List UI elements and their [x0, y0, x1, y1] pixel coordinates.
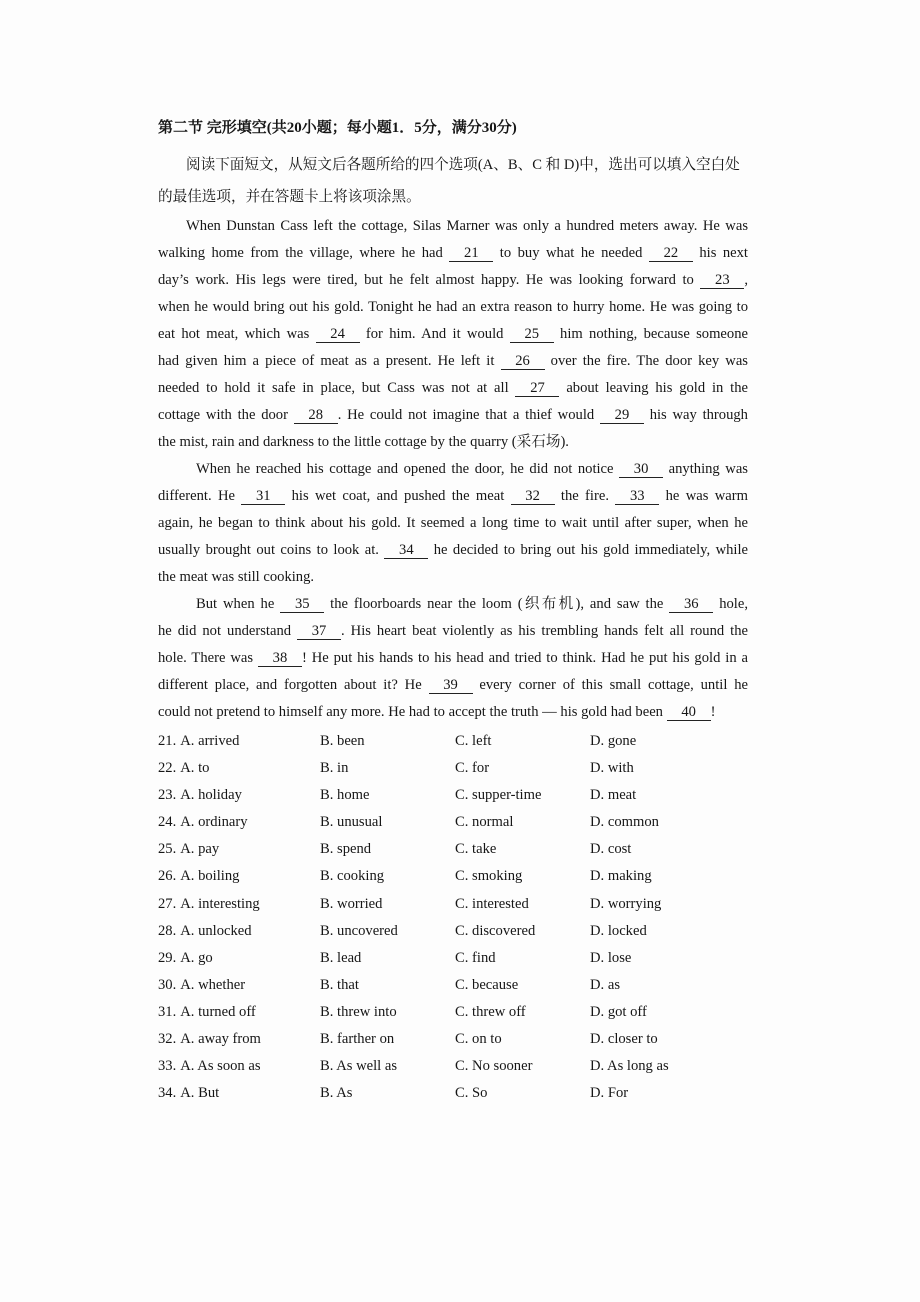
- option-cell: [320, 755, 455, 782]
- answer-blank: 34: [384, 543, 428, 559]
- option-row: [158, 999, 758, 1026]
- text-segment: ,: [744, 272, 748, 288]
- option-cell: [320, 945, 455, 972]
- option-cell: [158, 836, 320, 863]
- text-segment: over the fire. The door key was: [544, 353, 748, 369]
- text-line: [158, 456, 748, 483]
- option-cell: [158, 728, 320, 755]
- text-segment: he was warm: [659, 488, 748, 504]
- passage-paragraph: [158, 213, 748, 456]
- text-segment: his next: [692, 245, 748, 261]
- option-choice: B. unusual: [320, 814, 383, 831]
- option-cell: [590, 755, 758, 782]
- answer-blank: 39: [429, 678, 473, 694]
- text-line: [158, 510, 748, 537]
- option-choice: D. as: [590, 976, 620, 993]
- passage: [158, 213, 748, 726]
- option-choice: D. closer to: [590, 1031, 658, 1048]
- text-segment: every corner of this small cottage, until he: [472, 677, 748, 693]
- option-choice: D. meat: [590, 787, 637, 804]
- text-segment: could not pretend to himself any more. He had to accept the truth — his gold had been: [158, 704, 667, 720]
- answer-blank: 40: [667, 705, 711, 721]
- instructions: [158, 149, 748, 213]
- option-choice: B. farther on: [320, 1031, 395, 1048]
- option-choice: C. normal: [455, 814, 514, 831]
- question-number: 32.: [158, 1031, 177, 1048]
- text-segment: When Dunstan Cass left the cottage, Silas Marner was only a hundred meters away. He was: [186, 218, 748, 234]
- instruction-line: 的最佳选项，并在答题卡上将该项涂黑。: [158, 189, 421, 205]
- text-line: [158, 564, 748, 591]
- option-choice: C. find: [455, 949, 496, 966]
- option-cell: [590, 1053, 758, 1080]
- option-choice: D. gone: [590, 733, 637, 749]
- question-number: 33.: [158, 1058, 177, 1075]
- option-choice: B. uncovered: [320, 922, 398, 939]
- option-cell: [590, 999, 758, 1026]
- answer-blank: 23: [700, 273, 744, 289]
- text-line: [158, 537, 748, 564]
- option-cell: [158, 999, 320, 1026]
- question-number: 23.: [158, 787, 177, 804]
- text-line: [158, 321, 748, 348]
- option-cell: [320, 891, 455, 918]
- question-number: 24.: [158, 814, 177, 831]
- option-choice: A. interesting: [180, 895, 260, 912]
- option-choice: C. for: [455, 760, 490, 777]
- question-number: 21.: [158, 733, 177, 749]
- option-choice: D. worrying: [590, 895, 662, 912]
- option-row: [158, 836, 758, 863]
- option-choice: A. ordinary: [180, 814, 248, 831]
- option-row: [158, 918, 758, 945]
- option-choice: B. As: [320, 1085, 353, 1102]
- option-cell: [320, 972, 455, 999]
- option-row: [158, 945, 758, 972]
- text-line: [158, 699, 748, 726]
- option-cell: [320, 1080, 455, 1107]
- option-choice: A. turned off: [180, 1003, 256, 1020]
- option-cell: [320, 918, 455, 945]
- option-row: [158, 1080, 758, 1107]
- text-line: [158, 591, 748, 618]
- text-segment: for him. And it would: [359, 326, 510, 342]
- question-number: 29.: [158, 949, 177, 966]
- option-cell: [455, 1053, 590, 1080]
- option-cell: [158, 755, 320, 782]
- answer-blank: 28: [294, 408, 338, 424]
- answer-blank: 32: [511, 489, 555, 505]
- option-choice: C. on to: [455, 1031, 502, 1048]
- option-cell: [158, 782, 320, 809]
- text-line: [158, 267, 748, 294]
- option-cell: [158, 945, 320, 972]
- text-segment: about leaving his gold in the: [559, 380, 748, 396]
- option-choice: B. As well as: [320, 1058, 398, 1075]
- text-segment: eat hot meat, which was: [158, 326, 316, 342]
- text-line: [158, 294, 748, 321]
- option-cell: [455, 836, 590, 863]
- option-cell: [455, 1080, 590, 1107]
- text-line: [158, 240, 748, 267]
- answer-blank: 36: [669, 597, 713, 613]
- option-cell: [455, 1026, 590, 1053]
- option-choice: B. that: [320, 976, 359, 993]
- section-title: 第二节 完形填空(共20小题；每小题1．5分，满分30分): [158, 120, 517, 136]
- option-cell: [158, 1053, 320, 1080]
- option-choice: A. pay: [180, 841, 220, 858]
- option-cell: [455, 863, 590, 890]
- option-cell: [590, 918, 758, 945]
- option-cell: [455, 945, 590, 972]
- text-segment: cottage with the door: [158, 407, 294, 423]
- option-choice: D. As long as: [590, 1058, 669, 1075]
- option-cell: [320, 1026, 455, 1053]
- option-cell: [158, 863, 320, 890]
- option-cell: [158, 809, 320, 836]
- option-cell: [590, 945, 758, 972]
- text-segment: he did not understand: [158, 623, 298, 639]
- text-segment: his way through: [643, 407, 748, 423]
- text-line: [158, 618, 748, 645]
- text-segment: different place, and forgotten about it? He: [158, 677, 429, 693]
- option-choice: B. cooking: [320, 868, 385, 885]
- option-choice: A. arrived: [180, 733, 240, 749]
- option-choice: A. whether: [180, 976, 246, 993]
- text-segment: to buy what he needed: [493, 245, 649, 261]
- passage-paragraph: [158, 456, 748, 591]
- question-number: 34.: [158, 1085, 177, 1102]
- option-choice: B. in: [320, 760, 349, 777]
- option-cell: [158, 1026, 320, 1053]
- option-choice: D. got off: [590, 1003, 647, 1020]
- option-cell: [590, 1026, 758, 1053]
- text-segment: usually brought out coins to look at.: [158, 542, 385, 558]
- option-cell: [455, 918, 590, 945]
- option-row: [158, 863, 758, 890]
- answer-blank: 22: [649, 246, 693, 262]
- text-segment: !: [710, 704, 716, 720]
- text-segment: the floorboards near the loom (织布机), and saw the: [324, 596, 670, 612]
- option-choice: A. unlocked: [180, 922, 252, 939]
- text-segment: When he reached his cottage and opened the door, he did not notice: [196, 461, 620, 477]
- question-number: 27.: [158, 895, 177, 912]
- option-choice: C. interested: [455, 895, 529, 912]
- option-choice: D. lose: [590, 949, 632, 966]
- option-cell: [455, 972, 590, 999]
- option-cell: [590, 836, 758, 863]
- option-cell: [158, 918, 320, 945]
- option-row: [158, 1053, 758, 1080]
- question-number: 22.: [158, 760, 177, 777]
- text-line: [158, 348, 748, 375]
- option-cell: [590, 782, 758, 809]
- option-choice: C. take: [455, 841, 497, 858]
- text-segment: when he would bring out his gold. Tonight he had an extra reason to hurry home. He was going to: [158, 299, 748, 315]
- option-cell: [590, 972, 758, 999]
- option-cell: [320, 1053, 455, 1080]
- option-choice: D. making: [590, 868, 652, 885]
- text-segment: day’s work. His legs were tired, but he felt almost happy. He was looking forward to: [158, 272, 701, 288]
- text-segment: . His heart beat violently as his trembling hands felt all round the: [341, 623, 748, 639]
- text-segment: hole,: [713, 596, 748, 612]
- text-line: [158, 375, 748, 402]
- answer-blank: 26: [501, 354, 545, 370]
- question-number: 25.: [158, 841, 177, 858]
- option-cell: [590, 863, 758, 890]
- option-cell: [455, 999, 590, 1026]
- text-segment: again, he began to think about his gold. It seemed a long time to wait until after super, when he: [158, 515, 748, 531]
- option-row: [158, 972, 758, 999]
- text-segment: the fire.: [554, 488, 616, 504]
- option-cell: [455, 891, 590, 918]
- text-line: [158, 402, 748, 429]
- answer-blank: 24: [316, 327, 360, 343]
- text-segment: the meat was still cooking.: [158, 569, 315, 585]
- question-number: 28.: [158, 922, 177, 939]
- text-line: [158, 429, 748, 456]
- option-cell: [158, 891, 320, 918]
- text-segment: his wet coat, and pushed the meat: [285, 488, 511, 504]
- answer-blank: 25: [510, 327, 554, 343]
- option-choice: B. spend: [320, 841, 372, 858]
- text-line: [158, 645, 748, 672]
- option-cell: [455, 755, 590, 782]
- option-choice: A. As soon as: [180, 1058, 261, 1075]
- option-row: [158, 1026, 758, 1053]
- answer-blank: 31: [241, 489, 285, 505]
- option-row: [158, 782, 758, 809]
- option-choice: B. worried: [320, 895, 383, 912]
- option-cell: [320, 863, 455, 890]
- text-line: [158, 672, 748, 699]
- option-cell: [590, 891, 758, 918]
- option-choice: C. supper-time: [455, 787, 542, 804]
- answer-blank: 30: [619, 462, 663, 478]
- text-segment: ! He put his hands to his head and tried to think. Had he put his gold in a: [301, 650, 748, 666]
- text-segment: he decided to bring out his gold immediately, while: [428, 542, 748, 558]
- text-line: [158, 483, 748, 510]
- option-choice: C. discovered: [455, 922, 536, 939]
- question-number: 31.: [158, 1003, 177, 1020]
- option-row: [158, 809, 758, 836]
- option-choice: B. been: [320, 733, 365, 749]
- option-choice: D. common: [590, 814, 659, 831]
- text-segment: But when he: [196, 596, 281, 612]
- option-choice: C. smoking: [455, 868, 523, 885]
- option-choice: C. left: [455, 733, 492, 749]
- options-list: [158, 728, 758, 1107]
- text-line: [158, 213, 748, 240]
- text-segment: needed to hold it safe in place, but Cass was not at all: [158, 380, 516, 396]
- answer-blank: 37: [297, 624, 341, 640]
- option-choice: B. threw into: [320, 1003, 397, 1020]
- option-cell: [320, 782, 455, 809]
- question-number: 30.: [158, 976, 177, 993]
- text-segment: the mist, rain and darkness to the little cottage by the quarry (采石场).: [158, 434, 569, 450]
- option-choice: A. holiday: [180, 787, 242, 804]
- option-choice: A. to: [180, 760, 210, 777]
- option-choice: A. go: [180, 949, 213, 966]
- option-cell: [320, 728, 455, 755]
- text-segment: him nothing, because someone: [553, 326, 748, 342]
- option-choice: C. So: [455, 1085, 488, 1102]
- text-segment: . He could not imagine that a thief would: [337, 407, 600, 423]
- option-choice: D. locked: [590, 922, 647, 939]
- answer-blank: 33: [615, 489, 659, 505]
- answer-blank: 27: [515, 381, 559, 397]
- option-row: [158, 755, 758, 782]
- answer-blank: 38: [258, 651, 302, 667]
- option-row: [158, 891, 758, 918]
- option-cell: [455, 728, 590, 755]
- option-choice: C. because: [455, 976, 519, 993]
- option-choice: A. boiling: [180, 868, 240, 885]
- text-segment: hole. There was: [158, 650, 258, 666]
- text-segment: had given him a piece of meat as a present. He left it: [158, 353, 501, 369]
- option-choice: D. with: [590, 760, 634, 777]
- option-cell: [590, 1080, 758, 1107]
- text-segment: anything was: [663, 461, 748, 477]
- answer-blank: 21: [449, 246, 493, 262]
- option-cell: [158, 1080, 320, 1107]
- question-number: 26.: [158, 868, 177, 885]
- text-segment: walking home from the village, where he had: [158, 245, 450, 261]
- option-cell: [158, 972, 320, 999]
- option-choice: D. cost: [590, 841, 632, 858]
- option-cell: [590, 809, 758, 836]
- option-choice: C. No sooner: [455, 1058, 533, 1075]
- answer-blank: 29: [600, 408, 644, 424]
- passage-paragraph: [158, 591, 748, 726]
- answer-blank: 35: [280, 597, 324, 613]
- option-cell: [320, 809, 455, 836]
- option-choice: D. For: [590, 1085, 629, 1102]
- option-cell: [455, 782, 590, 809]
- text-segment: different. He: [158, 488, 242, 504]
- option-choice: A. But: [180, 1085, 220, 1102]
- option-row: [158, 728, 758, 755]
- option-choice: B. lead: [320, 949, 362, 966]
- option-cell: [590, 728, 758, 755]
- option-choice: A. away from: [180, 1031, 261, 1048]
- option-cell: [320, 999, 455, 1026]
- instruction-line: 阅读下面短文，从短文后各题所给的四个选项(A、B、C 和 D)中，选出可以填入空白处: [186, 157, 740, 173]
- option-cell: [455, 809, 590, 836]
- option-cell: [320, 836, 455, 863]
- option-choice: B. home: [320, 787, 370, 804]
- option-choice: C. threw off: [455, 1003, 526, 1020]
